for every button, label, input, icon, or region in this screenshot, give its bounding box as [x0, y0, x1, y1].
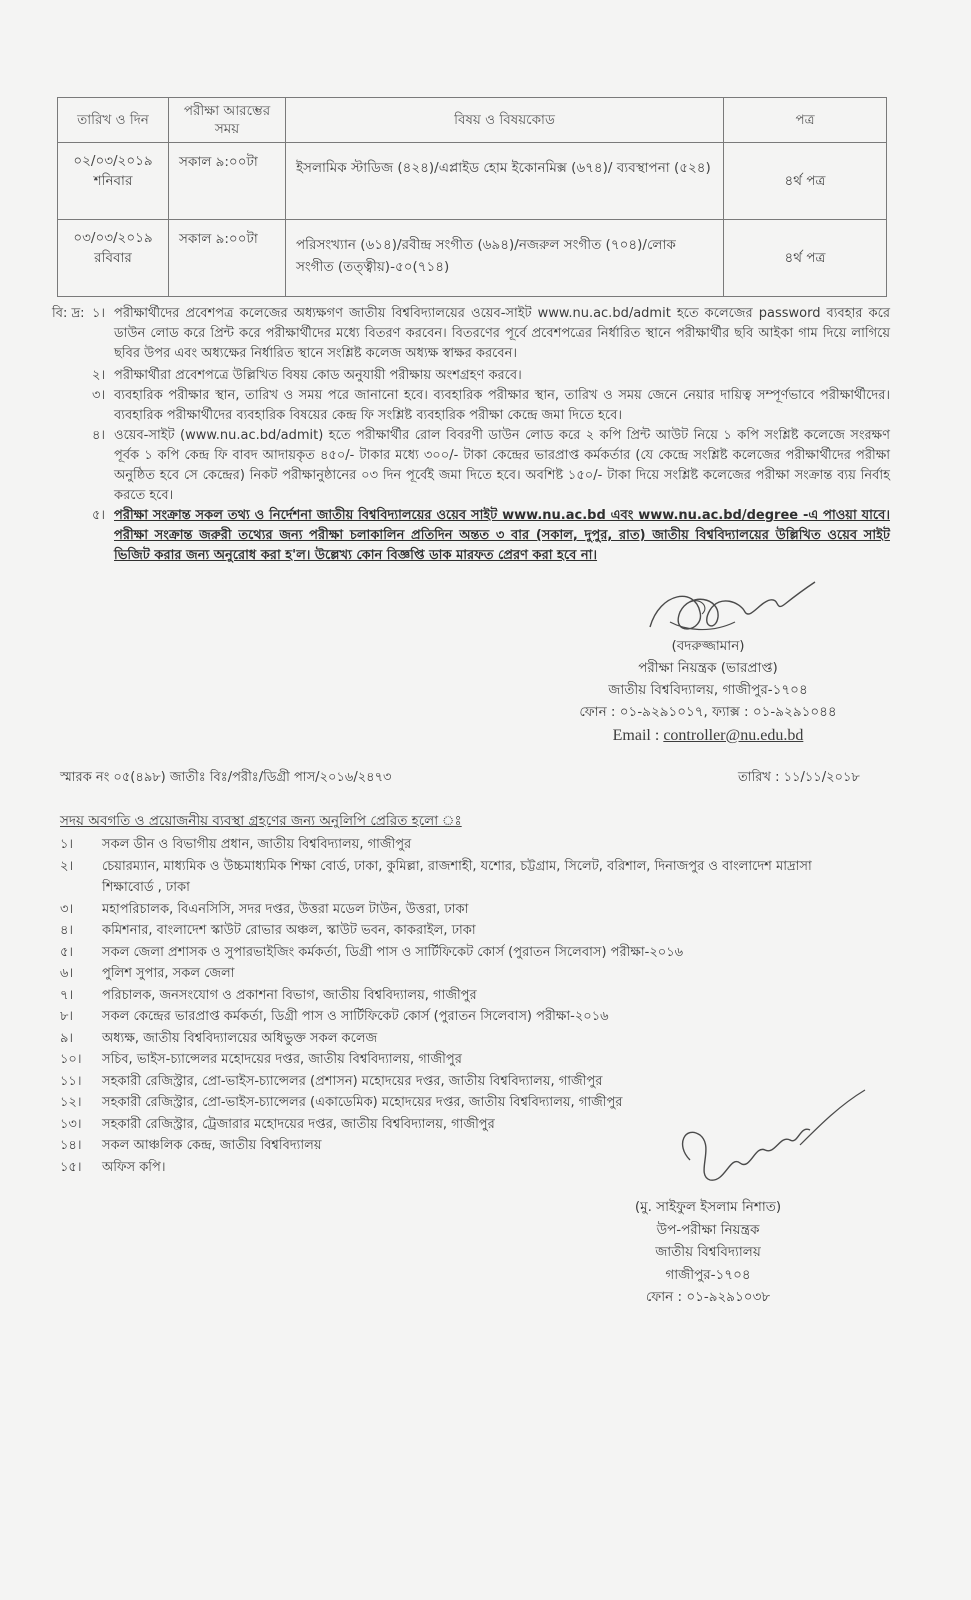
- table-row: [58, 143, 887, 220]
- list-number: ৫।: [60, 944, 74, 960]
- list-text: কমিশনার, বাংলাদেশ স্কাউট রোভার অঞ্চল, স্কাউট ভবন, কাকরাইল, ঢাকা: [102, 923, 476, 938]
- note-text: পরীক্ষার্থীরা প্রবেশপত্রে উল্লিখিত বিষয় কোড অনুযায়ী পরীক্ষায় অংশগ্রহণ করবে।: [114, 368, 522, 383]
- list-item: [60, 1028, 820, 1050]
- list-number: ১৩।: [60, 1116, 82, 1132]
- list-number: ১।: [60, 837, 74, 852]
- list-number: ৮।: [60, 1009, 74, 1024]
- row-date-cell: [58, 220, 169, 297]
- note-number: ৫।: [92, 508, 106, 523]
- note-item: [92, 506, 890, 566]
- email-line: [578, 725, 838, 747]
- list-item: [60, 899, 820, 921]
- notes-label: বি: দ্র:: [52, 306, 85, 321]
- header-paper: পত্র: [724, 98, 887, 143]
- list-number: ২।: [60, 858, 74, 874]
- signatory-designation: পরীক্ষা নিয়ন্ত্রক (ভারপ্রাপ্ত): [638, 660, 778, 676]
- note-item: [92, 386, 890, 426]
- header-date: তারিখ ও দিন: [58, 98, 169, 143]
- row-paper: ৪র্থ পত্র: [724, 143, 887, 220]
- row-subject: ইসলামিক স্টাডিজ (৪২৪)/এপ্লাইড হোম ইকোনমিক্স (৬৭৪)/ ব্যবস্থাপনা (৫২৪): [286, 143, 724, 220]
- list-number: ৪।: [60, 923, 74, 938]
- row-subject: পরিসংখ্যান (৬১৪)/রবীন্দ্র সংগীত (৬৯৪)/নজরুল সংগীত (৭০৪)/লোক সংগীত (তত্ত্বীয়)-৫০(৭১৪): [286, 220, 724, 297]
- row-date-cell: [58, 143, 169, 220]
- list-text: সহকারী রেজিস্ট্রার, ট্রেজারার মহোদয়ের দপ্তর, জাতীয় বিশ্ববিদ্যালয়, গাজীপুর: [102, 1116, 495, 1132]
- list-item: [60, 1049, 820, 1071]
- note-item: [92, 366, 890, 386]
- list-text: পরিচালক, জনসংযোগ ও প্রকাশনা বিভাগ, জাতীয় বিশ্ববিদ্যালয়, গাজীপুর: [102, 987, 477, 1003]
- note-number: ১।: [92, 306, 106, 321]
- list-item: [60, 942, 820, 964]
- row-time: সকাল ৯:০০টা: [169, 220, 286, 297]
- list-text: সকল আঞ্চলিক কেন্দ্র, জাতীয় বিশ্ববিদ্যালয়: [102, 1138, 322, 1153]
- note-number: ৩।: [92, 388, 106, 403]
- list-number: ৬।: [60, 966, 74, 981]
- list-text: সকল কেন্দ্রের ভারপ্রাপ্ত কর্মকর্তা, ডিগ্রী পাস ও সার্টিফিকেট কোর্স (পুরাতন সিলেবাস) পরীক্ষা-২০১৬: [102, 1009, 609, 1024]
- list-text: পুলিশ সুপার, সকল জেলা: [102, 966, 235, 981]
- row-day: শনিবার: [93, 173, 133, 189]
- row-date: ০২/০৩/২০১৯: [73, 153, 153, 169]
- signatory-office: জাতীয় বিশ্ববিদ্যালয়: [655, 1244, 761, 1260]
- signatory-name: (মু. সাইফুল ইসলাম নিশাত): [634, 1199, 782, 1215]
- list-item: [60, 834, 820, 856]
- exam-schedule-table: [57, 97, 887, 297]
- table-row: [58, 220, 887, 297]
- note-item: [92, 304, 890, 364]
- list-item: [60, 920, 820, 942]
- list-number: ৯।: [60, 1030, 74, 1046]
- signatory-name: (বদরুজ্জামান): [671, 638, 745, 654]
- row-paper: ৪র্থ পত্র: [724, 220, 887, 297]
- list-text: সকল ডীন ও বিভাগীয় প্রধান, জাতীয় বিশ্ববিদ্যালয়, গাজীপুর: [102, 837, 412, 852]
- list-text: সচিব, ভাইস-চ্যান্সেলর মহোদয়ের দপ্তর, জাতীয় বিশ্ববিদ্যালয়, গাজীপুর: [102, 1052, 462, 1067]
- memo-number: স্মারক নং ০৫(৪৯৮) জাতীঃ বিঃ/পরীঃ/ডিগ্রী পাস/২০১৬/২৪৭৩: [60, 770, 392, 785]
- email-link[interactable]: controller@nu.edu.bd: [663, 727, 804, 744]
- note-text: পরীক্ষা সংক্রান্ত সকল তথ্য ও নির্দেশনা জাতীয় বিশ্ববিদ্যালয়ের ওয়েব সাইট www.nu.ac.bd এবং www.nu.ac.bd/degree -এ পাওয়া যাবে। পরীক্ষা সংক্রান্ত জরুরী তথ্যের জন্য পরীক্ষা চলাকালিন প্রতিদিন অন্তত ৩ বার (সকাল, দুপুর, রাত) জাতীয় বিশ্ববিদ্যালয়ের উল্লিখিত ওয়েব সাইট ভিজিট করার জন্য অনুরোধ করা হ'ল। উল্লেখ্য কোন বিজ্ঞপ্তি ডাক মারফত প্রেরণ করা হবে না।: [114, 508, 890, 563]
- header-time: পরীক্ষা আরম্ভের সময়: [169, 98, 286, 143]
- table-header-row: [58, 98, 887, 143]
- row-date: ০৩/০৩/২০১৯: [73, 230, 153, 246]
- list-text: অধ্যক্ষ, জাতীয় বিশ্ববিদ্যালয়ের অধিভুক্ত সকল কলেজ: [102, 1030, 378, 1046]
- list-item: [60, 856, 820, 899]
- list-number: ১২।: [60, 1095, 82, 1110]
- note-text: ওয়েব-সাইট (www.nu.ac.bd/admit) হতে পরীক্ষার্থীর রোল বিবরণী ডাউন লোড করে ২ কপি প্রিন্ট আউট নিয়ে ১ কপি সংশ্লিষ্ট কলেজে সংরক্ষণ পূর্বক ১ কপি কেন্দ্র ফি বাবদ আদায়কৃত ৪৫০/- টাকার মধ্যে ৩০০/- টাকা কেন্দ্রের ভারপ্রাপ্ত কর্মকর্তার (যে কেন্দ্রে সংশ্লিষ্ট কলেজের পরীক্ষার্থীদের পরীক্ষা অনুষ্ঠিত হবে সে কেন্দ্রের) নিকট পরীক্ষানুষ্ঠানের ০৩ দিন পূর্বেই জমা দিতে হবে। অবশিষ্ট ১৫০/- টাকা দিয়ে সংশ্লিষ্ট কলেজের পরীক্ষা সংক্রান্ত ব্যয় নির্বাহ করতে হবে।: [114, 428, 890, 503]
- note-text: ব্যবহারিক পরীক্ষার স্থান, তারিখ ও সময় পরে জানানো হবে। ব্যবহারিক পরীক্ষার স্থান, তারিখ ও সময় জেনে নেয়ার দায়িত্ব সম্পূর্ণভাবে পরীক্ষার্থীদের। ব্যবহারিক পরীক্ষার্থীদের ব্যবহারিক বিষয়ের কেন্দ্র ফি সংশ্লিষ্ট ব্যবহারিক পরীক্ষা কেন্দ্রে জমা দিতে হবে।: [114, 388, 890, 423]
- signatory-phone: ফোন : ০১-৯২৯১০৩৮: [645, 1289, 771, 1305]
- list-text: সকল জেলা প্রশাসক ও সুপারভাইজিং কর্মকর্তা, ডিগ্রী পাস ও সার্টিফিকেট কোর্স (পুরাতন সিলেবাস) পরীক্ষা-২০১৬: [102, 944, 684, 960]
- list-number: ৩।: [60, 901, 74, 917]
- row-time: সকাল ৯:০০টা: [169, 143, 286, 220]
- header-subject: বিষয় ও বিষয়কোড: [286, 98, 724, 143]
- memo-date: তারিখ : ১১/১১/২০১৮: [738, 770, 860, 785]
- list-number: ১০।: [60, 1052, 82, 1067]
- list-number: ১১।: [60, 1073, 82, 1089]
- signatory-designation: উপ-পরীক্ষা নিয়ন্ত্রক: [656, 1221, 760, 1238]
- list-item: [60, 985, 820, 1007]
- list-text: সহকারী রেজিস্ট্রার, প্রো-ভাইস-চ্যান্সেলর (একাডেমিক) মহোদয়ের দপ্তর, জাতীয় বিশ্ববিদ্যালয়, গাজীপুর: [102, 1095, 623, 1110]
- signatory-city: গাজীপুর-১৭০৪: [665, 1266, 751, 1283]
- email-label: Email :: [612, 727, 664, 744]
- signatory-block-1: [578, 635, 838, 747]
- list-text: সহকারী রেজিস্ট্রার, প্রো-ভাইস-চ্যান্সেলর (প্রশাসন) মহোদয়ের দপ্তর, জাতীয় বিশ্ববিদ্যালয়, গাজীপুর: [102, 1073, 603, 1089]
- note-number: ২।: [92, 368, 106, 383]
- distribution-heading: সদয় অবগতি ও প্রয়োজনীয় ব্যবস্থা গ্রহণের জন্য অনুলিপি প্রেরিত হলো ঃ: [60, 813, 462, 829]
- list-text: মহাপরিচালক, বিএনসিসি, সদর দপ্তর, উত্তরা মডেল টাউন, উত্তরা, ঢাকা: [102, 901, 469, 917]
- list-number: ১৪।: [60, 1138, 82, 1153]
- signature-deputy-controller: [670, 1085, 870, 1195]
- note-text: পরীক্ষার্থীদের প্রবেশপত্র কলেজের অধ্যক্ষগণ জাতীয় বিশ্ববিদ্যালয়ের ওয়েব-সাইট www.nu.ac.bd/admit হতে কলেজের password ব্যবহার করে ডাউন লোড করে প্রিন্ট করে পরীক্ষার্থীদের মধ্যে বিতরণ করবেন। বিতরণের পূর্বে প্রবেশপত্রের নির্ধারিত স্থানে পরীক্ষার্থীর ছবি আইকা গাম দিয়ে লাগিয়ে ছবির উপর এবং অধ্যক্ষের নির্ধারিত স্থানে সংশ্লিষ্ট কলেজ অধ্যক্ষ স্বাক্ষর করবেন।: [114, 306, 890, 361]
- signatory-block-2: [598, 1196, 818, 1309]
- note-item: [92, 426, 890, 506]
- list-text: চেয়ারম্যান, মাধ্যমিক ও উচ্চমাধ্যমিক শিক্ষা বোর্ড, ঢাকা, কুমিল্লা, রাজশাহী, যশোর, চট্টগ্রাম, সিলেট, বরিশাল, দিনাজপুর ও বাংলাদেশ মাদ্রাসা শিক্ষাবোর্ড , ঢাকা: [102, 858, 812, 895]
- list-number: ৭।: [60, 987, 74, 1003]
- list-item: [60, 1006, 820, 1028]
- list-text: অফিস কপি।: [102, 1159, 166, 1175]
- signatory-office: জাতীয় বিশ্ববিদ্যালয়, গাজীপুর-১৭০৪: [608, 682, 808, 698]
- list-number: ১৫।: [60, 1159, 82, 1175]
- signatory-phone: ফোন : ০১-৯২৯১০১৭, ফ্যাক্স : ০১-৯২৯১০৪৪: [579, 704, 837, 720]
- note-number: ৪।: [92, 428, 106, 443]
- row-day: রবিবার: [94, 250, 132, 266]
- list-item: [60, 963, 820, 985]
